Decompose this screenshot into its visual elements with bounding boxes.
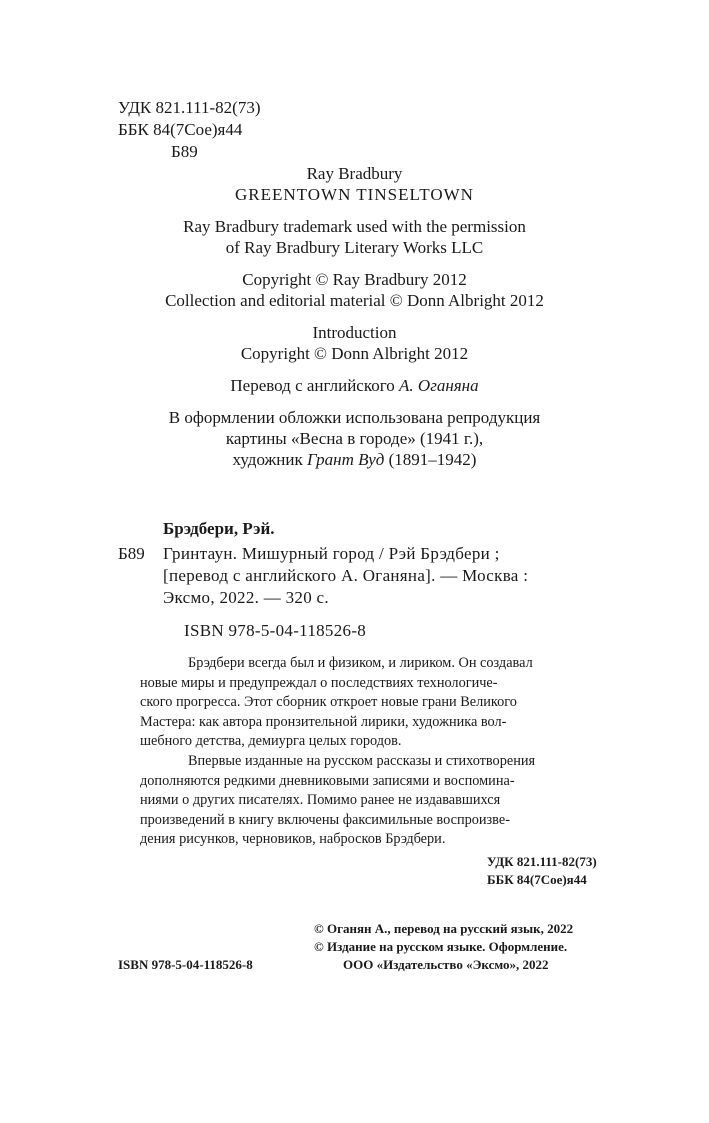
codes-bbk: ББК 84(7Сое)я44 — [487, 872, 587, 887]
annotation-line: новые миры и предупреждал о последствиях технологиче- — [140, 674, 498, 691]
annotation — [140, 654, 630, 850]
annotation-line: шебного детства, демиурга целых городов. — [140, 733, 402, 750]
annotation-paragraph-1 — [140, 654, 630, 752]
footer-copyright-3: ООО «Издательство «Эксмо», 2022 — [343, 957, 549, 972]
annotation-line: Впервые изданные на русском рассказы и стихотворения — [188, 752, 536, 769]
copyright-line-1: Copyright © Ray Bradbury 2012 — [242, 270, 467, 289]
footer-isbn: ISBN 978-5-04-118526-8 — [118, 957, 253, 972]
cover-line-1: В оформлении обложки использована репродукция — [168, 408, 541, 427]
annotation-line: дения рисунков, черновиков, набросков Брэдбери. — [140, 831, 446, 848]
cover-artist-name: Грант Вуд — [306, 450, 385, 469]
codes-udk: УДК 821.111-82(73) — [487, 854, 597, 869]
annotation-line: дополняются редкими дневниковыми записями и воспомина- — [140, 772, 515, 789]
catalog-author-mark: Б89 — [118, 544, 145, 563]
footer-copyright-1: © Оганян А., перевод на русский язык, 2022 — [314, 921, 574, 936]
catalog-line-1: Гринтаун. Мишурный город / Рэй Брэдбери ; — [163, 544, 500, 563]
cover-artist-prefix: художник — [232, 450, 307, 469]
copyright-line-2: Collection and editorial material © Donn Albright 2012 — [165, 291, 544, 310]
catalog-line-3: Эксмо, 2022. — 320 с. — [163, 588, 329, 607]
annotation-line: произведений в книгу включены факсимильные воспроизве- — [140, 811, 510, 828]
cover-artist-years: (1891–1942) — [384, 450, 477, 469]
annotation-line: ского прогресса. Этот сборник откроет новые грани Великого — [140, 694, 517, 711]
footer-copyright-2: © Издание на русском языке. Оформление. — [314, 939, 568, 954]
catalog-author-heading: Брэдбери, Рэй. — [163, 519, 275, 538]
udk-code: УДК 821.111-82(73) — [118, 98, 261, 117]
catalog-isbn: ISBN 978-5-04-118526-8 — [184, 621, 367, 640]
catalog-line-2: [перевод с английского А. Оганяна]. — Москва : — [163, 566, 529, 585]
translator-name: А. Оганяна — [399, 376, 479, 395]
original-title: GREENTOWN TINSELTOWN — [235, 185, 474, 204]
introduction-copyright: Copyright © Donn Albright 2012 — [240, 344, 469, 363]
cover-line-3 — [0, 449, 709, 471]
annotation-line: ниями о других писателях. Помимо ранее не издававшихся — [140, 792, 501, 809]
annotation-paragraph-2 — [140, 752, 630, 850]
introduction-heading: Introduction — [312, 323, 397, 342]
annotation-line: Брэдбери всегда был и физиком, и лириком. Он создавал — [188, 655, 533, 671]
translation-credit — [0, 375, 709, 397]
original-author: Ray Bradbury — [306, 164, 403, 183]
translation-prefix: Перевод с английского — [230, 376, 400, 395]
trademark-line-1: Ray Bradbury trademark used with the permission — [183, 217, 526, 236]
cover-line-2: картины «Весна в городе» (1941 г.), — [225, 429, 484, 448]
bbk-code: ББК 84(7Сое)я44 — [118, 120, 243, 139]
author-mark: Б89 — [171, 142, 198, 161]
trademark-line-2: of Ray Bradbury Literary Works LLC — [225, 238, 484, 257]
annotation-line: Мастера: как автора пронзительной лирики, художника вол- — [140, 713, 507, 730]
